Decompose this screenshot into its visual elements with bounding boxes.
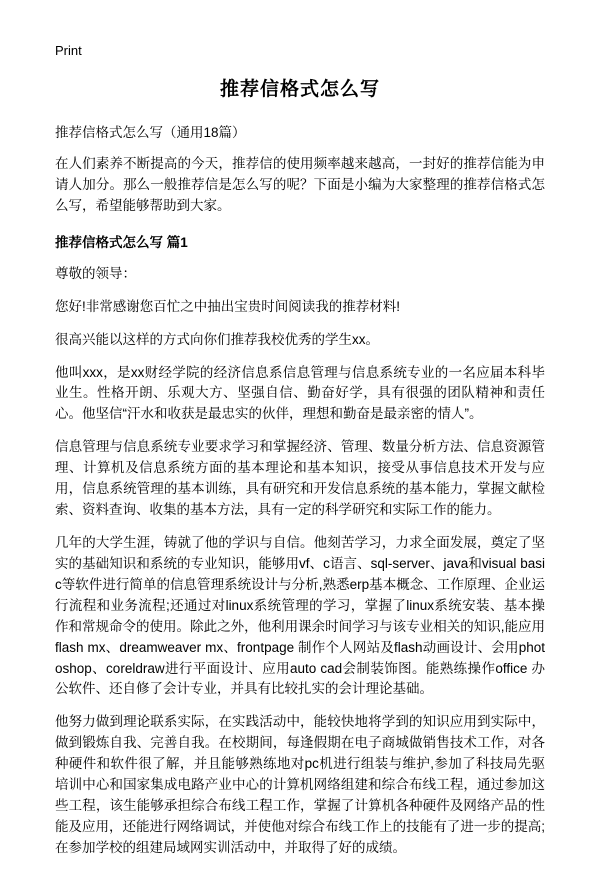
paragraph-recommend: 很高兴能以这样的方式向你们推荐我校优秀的学生xx。 — [55, 331, 379, 347]
page-title: 推荐信格式怎么写 — [219, 79, 380, 100]
doc-subtitle: 推荐信格式怎么写（通用18篇） — [55, 125, 246, 140]
paragraph-practice: 他努力做到理论联系实际，在实践活动中，能较快地将学到的知识应用到实际中，做到锻炼自我、完善自我。在校期间，每逢假期在电子商城做销售技术工作，对各种硬件和软件很了解，并且能够熟练地对pc机进行组装与维护,参加了科技局先驱培训中心和国家集成电路产业中心的计算机网络组建和综合布线工程，通过参加这些工程，该生能够承担综合布线工程工作，掌握了计算机各种硬件及网络产品的性能及应用，还能进行网络调试，并使他对综合布线工作上的技能有了进一步的提高;在参加学校的组建局域网实训活动中，并取得了好的成绩。 — [55, 714, 545, 855]
paragraph-major-description: 信息管理与信息系统专业要求学习和掌握经济、管理、数量分析方法、信息资源管理、计算机及信息系统方面的基本理论和基本知识，接受从事信息技术开发与应用，信息系统管理的基本训练，具有研究和开发信息系统的基本能力，掌握文献检索、资料查询、收集的基本方法，具有一定的科学研究和实际工作的能力。 — [55, 439, 545, 518]
section-heading: 推荐信格式怎么写 篇1 — [55, 234, 188, 250]
paragraph-skills: 几年的大学生涯，铸就了他的学识与自信。他刻苦学习，力求全面发展，奠定了坚实的基础知识和系统的专业知识，能够用vf、c语言、sql-server、java和visual basic等软件进行简单的信息管理系统设计与分析,熟悉erp基本概念、工作原理、企业运行流程和业务流程;还通过对linux系统管理的学习，掌握了linux系统安装、基本操作和常规命令的使用。除此之外，他利用课余时间学习与该专业相关的知识,能应用flash mx、dreamweaver mx、frontpage 制作个人网站及flash动画设计、会用photoshop、coreldraw进行平面设计、应用auto cad会制装饰图。能熟练操作office 办公软件、还自修了会计专业，并具有比较扎实的会计理论基础。 — [55, 534, 545, 697]
intro-paragraph: 在人们素养不断提高的今天，推荐信的使用频率越来越高，一封好的推荐信能为申请人加分。那么一般推荐信是怎么写的呢？下面是小编为大家整理的推荐信格式怎么写，希望能够帮助到大家。 — [55, 156, 545, 213]
paragraph-salutation: 尊敬的领导： — [55, 265, 136, 281]
print-button[interactable]: Print — [55, 43, 82, 58]
paragraph-greeting: 您好!非常感谢您百忙之中抽出宝贵时间阅读我的推荐材料! — [55, 298, 401, 314]
paragraph-introduction: 他叫xxx，是xx财经学院的经济信息系信息管理与信息系统专业的一名应届本科毕业生。性格开朗、乐观大方、坚强自信、勤奋好学，具有很强的团队精神和责任心。他坚信“汗水和收获是最忠实的伙伴，理想和勤奋是最亲密的情人”。 — [55, 364, 545, 422]
